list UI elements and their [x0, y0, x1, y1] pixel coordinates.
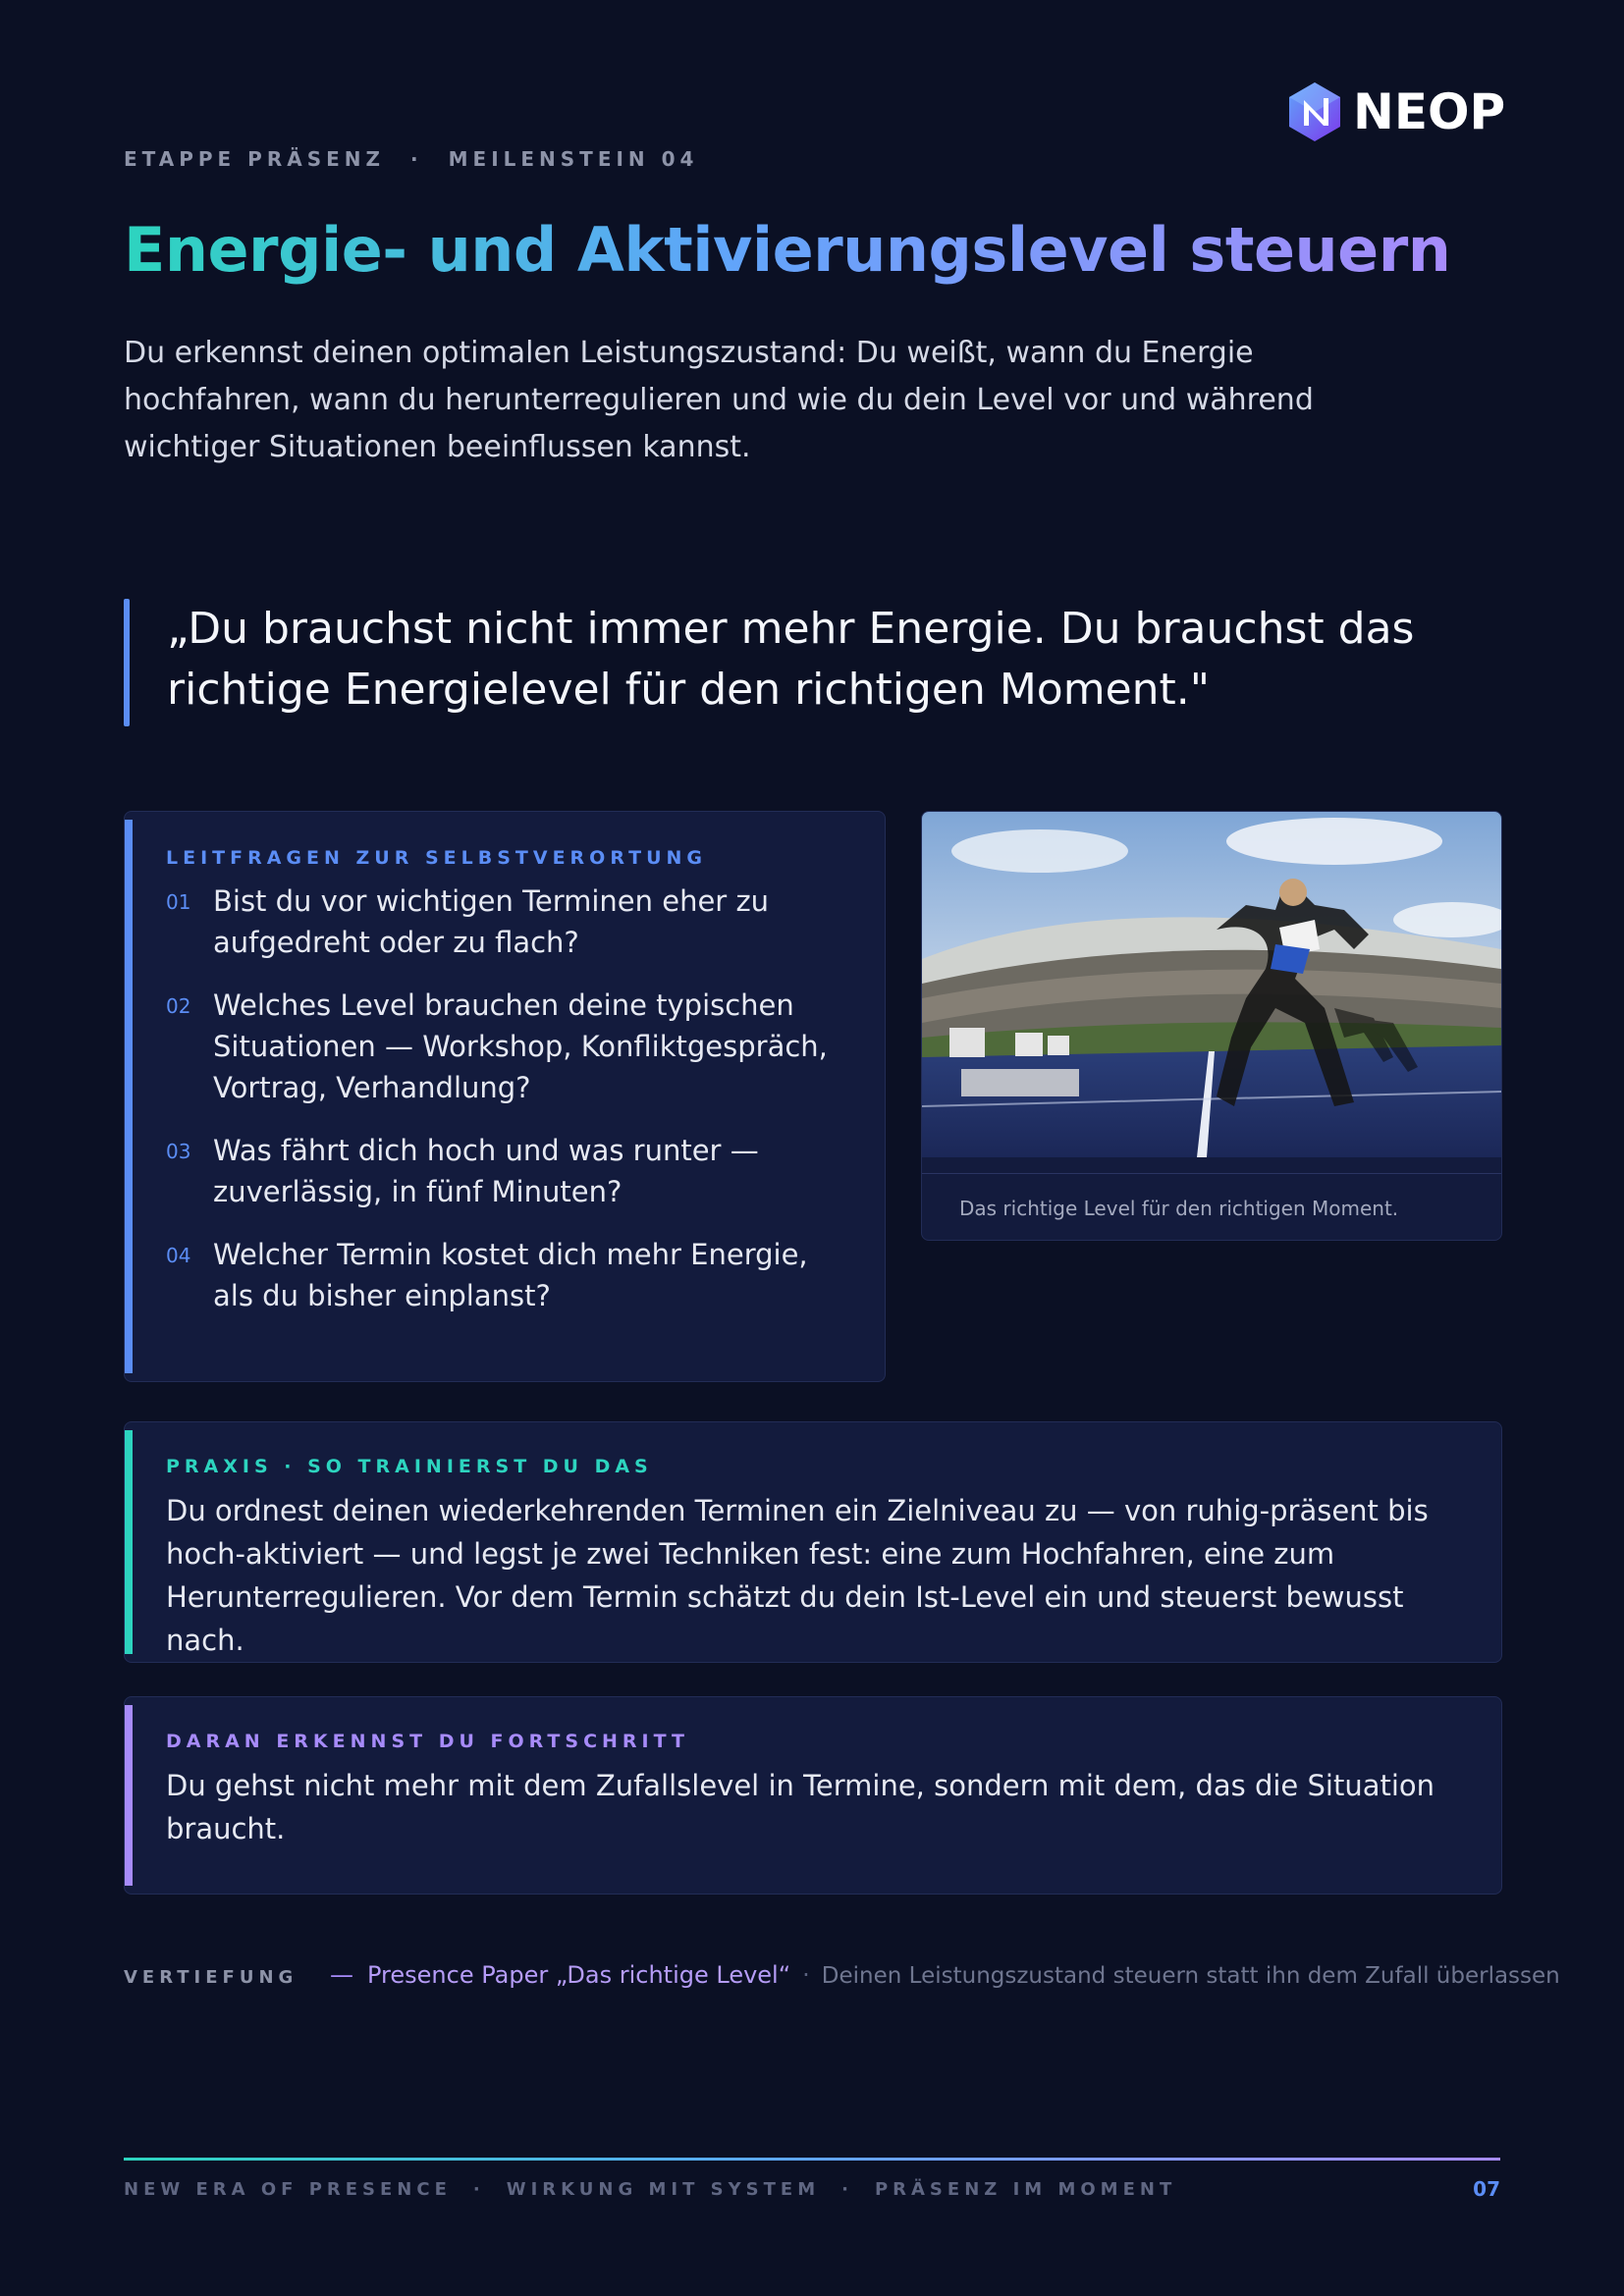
eyebrow-milestone: MEILENSTEIN 04 [448, 147, 699, 171]
footer-item: PRÄSENZ IM MOMENT [874, 2179, 1177, 2200]
footer-divider [124, 2158, 1500, 2161]
footer-separator: · [472, 2179, 485, 2200]
practice-body: Du ordnest deinen wiederkehrenden Terminen ein Zielniveau zu — von ruhig-präsent bis hoch-aktiviert — und legst je zwei Techniken fest: eine zum Hochfahren, eine zum Herunterregulieren. Vor dem Termin schätzt du dein Ist-Level ein und steuerst bewusst nach. [166, 1494, 1429, 1657]
questions-list [166, 881, 853, 1338]
eyebrow-stage: ETAPPE PRÄSENZ [124, 147, 386, 171]
questions-label: LEITFRAGEN ZUR SELBSTVERORTUNG [166, 847, 707, 869]
practice-card [124, 1421, 1502, 1663]
quote-accent-bar [124, 599, 130, 726]
footer-item: WIRKUNG MIT SYSTEM [506, 2179, 821, 2200]
sprinter-photo [922, 812, 1501, 1157]
eyebrow-separator: · [410, 147, 423, 171]
question-text: Bist du vor wichtigen Terminen eher zu aufgedreht oder zu flach? [213, 884, 770, 959]
progress-card [124, 1696, 1502, 1895]
footer-separator: · [841, 2179, 853, 2200]
deepening-link[interactable]: Presence Paper „Das richtige Level“ [367, 1961, 791, 1989]
list-item [166, 985, 853, 1108]
pull-quote [124, 599, 1430, 726]
practice-accent-bar [125, 1430, 133, 1654]
question-number: 03 [166, 1140, 191, 1163]
questions-card [124, 811, 886, 1382]
quote-text: „Du brauchst nicht immer mehr Energie. Du brauchst das richtige Energielevel für den richtigen Moment." [167, 604, 1415, 715]
deepening-description: Deinen Leistungszustand steuern statt ihn dem Zufall überlassen [821, 1963, 1560, 1989]
question-number: 04 [166, 1244, 191, 1267]
list-item [166, 1234, 853, 1316]
footer-item: NEW ERA OF PRESENCE [124, 2179, 452, 2200]
photo-caption: Das richtige Level für den richtigen Moment. [959, 1197, 1399, 1220]
page-number: 07 [1473, 2177, 1500, 2201]
logo-text: NEOP [1353, 83, 1506, 140]
neop-hexagon-logo-icon [1286, 80, 1343, 143]
photo-card [921, 811, 1502, 1241]
deepening-label: VERTIEFUNG [124, 1967, 298, 1988]
intro-paragraph: Du erkennst deinen optimalen Leistungszustand: Du weißt, wann du Energie hochfahren, wann du herunterregulieren und wie du dein Level vor und während wichtiger Situationen beeinflussen kannst. [124, 336, 1314, 464]
deepening-separator: · [802, 1961, 810, 1989]
progress-accent-bar [125, 1705, 133, 1886]
questions-accent-bar [125, 820, 133, 1373]
question-text: Welcher Termin kostet dich mehr Energie, als du bisher einplanst? [213, 1238, 808, 1312]
question-text: Welches Level brauchen deine typischen Situationen — Workshop, Konfliktgespräch, Vortrag, Verhandlung? [213, 988, 828, 1104]
deepening-row [124, 1961, 1560, 1989]
question-text: Was fährt dich hoch und was runter — zuverlässig, in fünf Minuten? [213, 1134, 759, 1208]
question-number: 02 [166, 994, 191, 1018]
progress-label: DARAN ERKENNST DU FORTSCHRITT [166, 1731, 689, 1752]
page-title: Energie- und Aktivierungslevel steuern [124, 214, 1451, 286]
question-number: 01 [166, 890, 191, 914]
eyebrow [124, 147, 698, 171]
list-item [166, 1130, 853, 1212]
caption-divider [922, 1173, 1501, 1174]
deepening-dash: — [330, 1961, 353, 1989]
footer [124, 2179, 1176, 2200]
list-item [166, 881, 853, 963]
brand-logo[interactable] [1286, 80, 1505, 143]
practice-label: PRAXIS · SO TRAINIERST DU DAS [166, 1456, 653, 1477]
progress-body: Du gehst nicht mehr mit dem Zufallslevel in Termine, sondern mit dem, das die Situation braucht. [166, 1769, 1435, 1845]
